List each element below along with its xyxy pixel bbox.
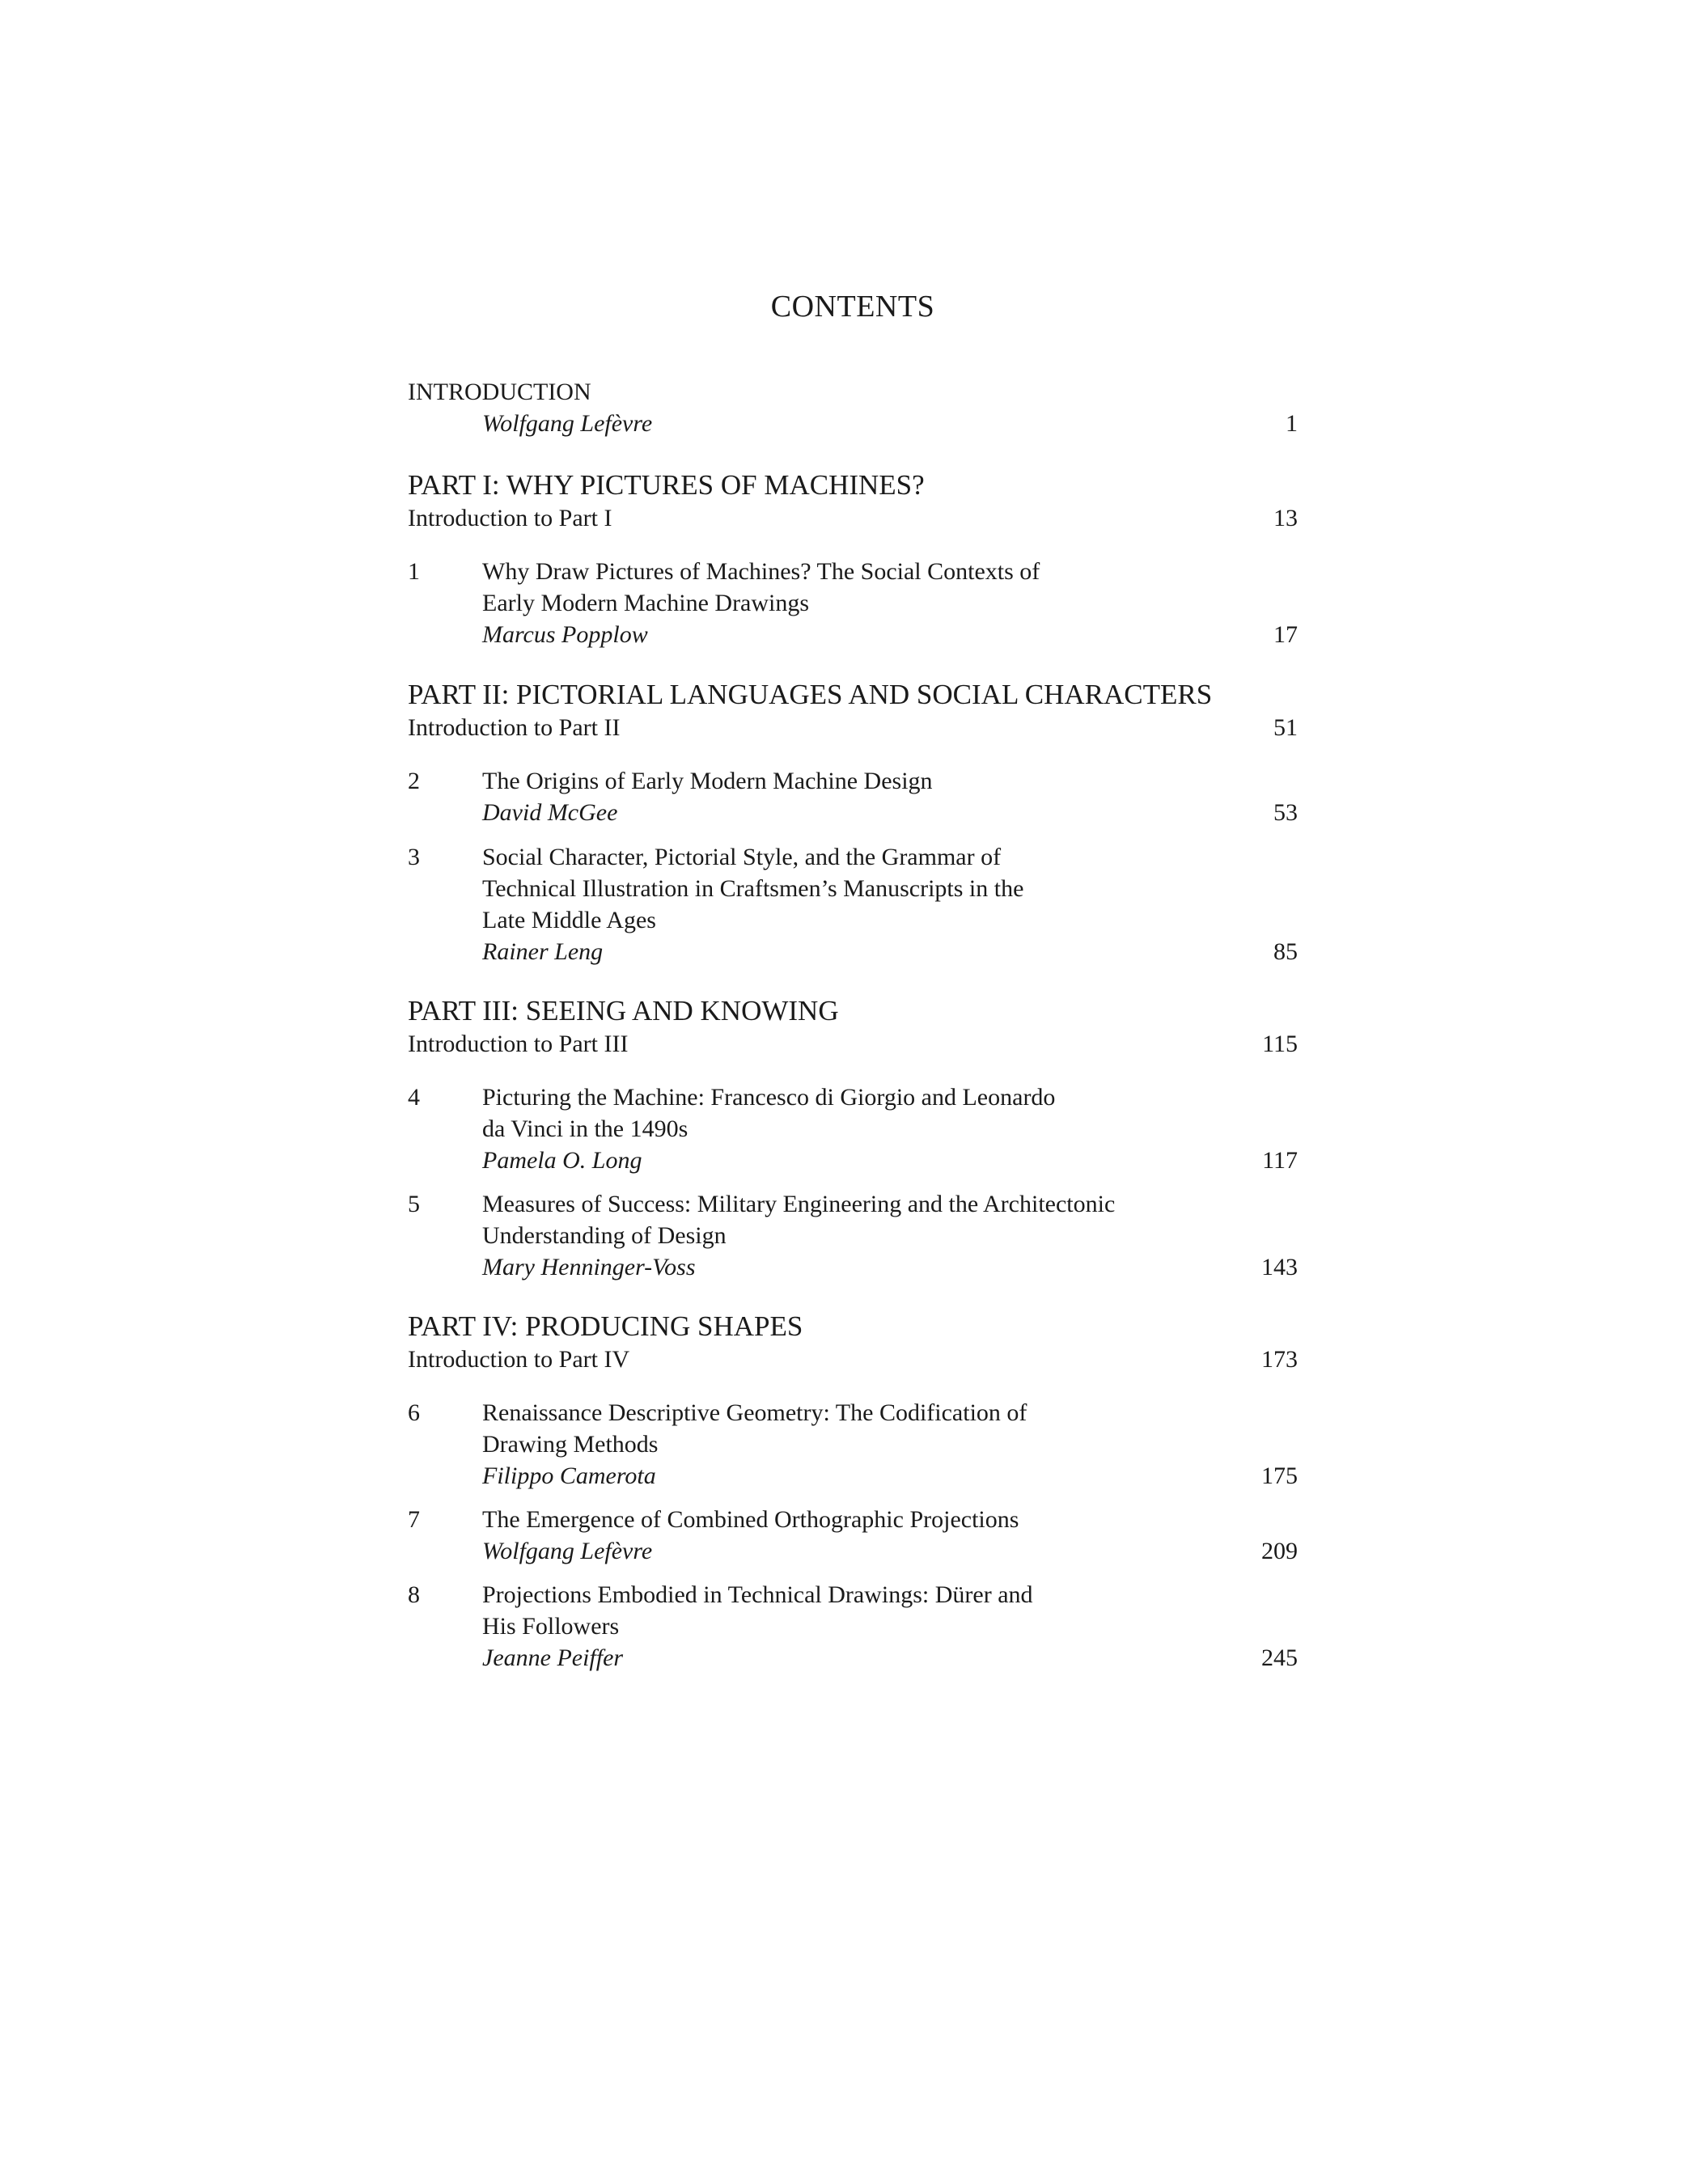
part4-intro-label: Introduction to Part IV <box>408 1346 630 1373</box>
chapter-page: 53 <box>1273 799 1298 826</box>
chapter-title-line: da Vinci in the 1490s <box>482 1115 688 1142</box>
chapter-page: 143 <box>1261 1254 1298 1280</box>
chapter-number: 4 <box>408 1084 420 1111</box>
intro-page: 1 <box>1286 410 1298 437</box>
chapter-title-line: Early Modern Machine Drawings <box>482 590 810 616</box>
chapter-title-line: The Origins of Early Modern Machine Design <box>482 768 933 794</box>
chapter-page: 175 <box>1261 1462 1298 1489</box>
chapter-page: 85 <box>1273 938 1298 965</box>
chapter-number: 7 <box>408 1506 420 1533</box>
chapter-title-line: Measures of Success: Military Engineering and the Architectonic <box>482 1191 1116 1217</box>
part2-intro-page: 51 <box>1273 714 1298 741</box>
page-title: CONTENTS <box>770 290 935 324</box>
part1-intro-page: 13 <box>1273 505 1298 531</box>
chapter-title-line: Renaissance Descriptive Geometry: The Codification of <box>482 1399 1027 1426</box>
chapter-page: 17 <box>1273 621 1298 648</box>
chapter-number: 6 <box>408 1399 420 1426</box>
chapter-title-line: Picturing the Machine: Francesco di Giorgio and Leonardo <box>482 1084 1056 1111</box>
part3-intro-label: Introduction to Part III <box>408 1031 629 1057</box>
chapter-author: Pamela O. Long <box>482 1147 642 1174</box>
chapter-title-line: Social Character, Pictorial Style, and the Grammar of <box>482 844 1002 870</box>
chapter-author: Mary Henninger-Voss <box>482 1254 696 1280</box>
chapter-number: 5 <box>408 1191 420 1217</box>
part3-intro-page: 115 <box>1262 1031 1298 1057</box>
chapter-number: 3 <box>408 844 420 870</box>
intro-heading: INTRODUCTION <box>408 379 591 405</box>
intro-author: Wolfgang Lefèvre <box>482 410 653 437</box>
chapter-title-line: Understanding of Design <box>482 1222 727 1249</box>
chapter-title-line: Projections Embodied in Technical Drawings: Dürer and <box>482 1581 1033 1608</box>
chapter-number: 8 <box>408 1581 420 1608</box>
chapter-page: 117 <box>1262 1147 1298 1174</box>
part1-heading: PART I: WHY PICTURES OF MACHINES? <box>408 469 925 501</box>
chapter-author: Marcus Popplow <box>482 621 648 648</box>
chapter-author: Rainer Leng <box>482 938 604 965</box>
chapter-number: 2 <box>408 768 420 794</box>
part1-intro-label: Introduction to Part I <box>408 505 612 531</box>
chapter-number: 1 <box>408 558 420 585</box>
part4-heading: PART IV: PRODUCING SHAPES <box>408 1310 803 1342</box>
part2-intro-label: Introduction to Part II <box>408 714 621 741</box>
part2-heading: PART II: PICTORIAL LANGUAGES AND SOCIAL CHARACTERS <box>408 679 1213 710</box>
chapter-title-line: Late Middle Ages <box>482 907 656 933</box>
chapter-page: 245 <box>1261 1644 1298 1671</box>
chapter-title-line: Drawing Methods <box>482 1431 659 1458</box>
chapter-title-line: His Followers <box>482 1613 620 1640</box>
part4-intro-page: 173 <box>1261 1346 1298 1373</box>
part3-heading: PART III: SEEING AND KNOWING <box>408 995 839 1026</box>
chapter-title-line: The Emergence of Combined Orthographic Projections <box>482 1506 1019 1533</box>
chapter-author: David McGee <box>482 799 618 826</box>
chapter-title-line: Why Draw Pictures of Machines? The Social Contexts of <box>482 558 1040 585</box>
chapter-author: Wolfgang Lefèvre <box>482 1538 653 1564</box>
chapter-author: Jeanne Peiffer <box>482 1644 624 1671</box>
chapter-page: 209 <box>1261 1538 1298 1564</box>
chapter-title-line: Technical Illustration in Craftsmen’s Manuscripts in the <box>482 875 1024 902</box>
chapter-author: Filippo Camerota <box>482 1462 656 1489</box>
